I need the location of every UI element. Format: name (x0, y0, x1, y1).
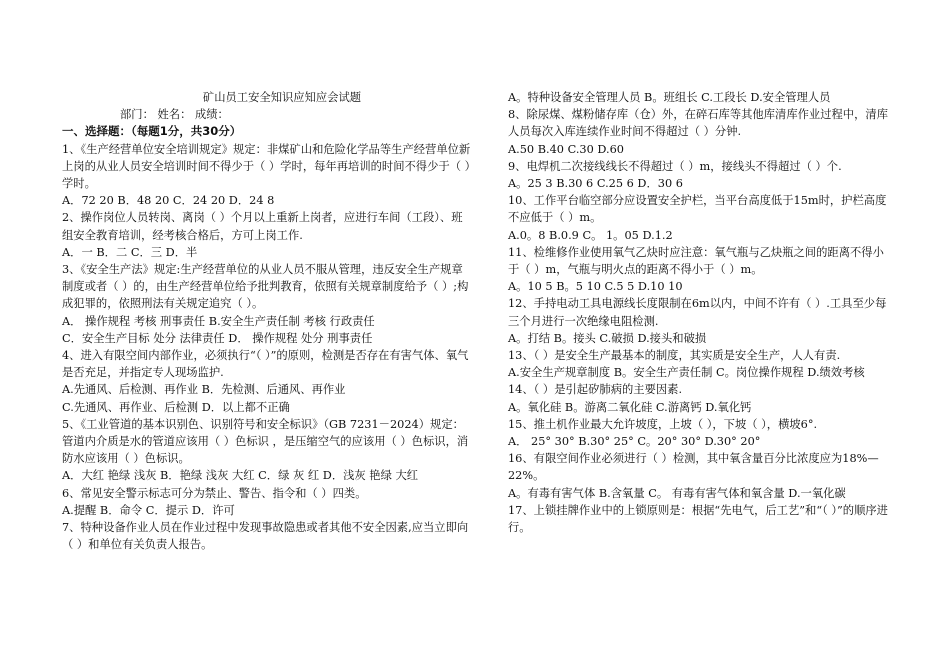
question-2-options: A．一 B．二 C．三 D．半 (62, 245, 198, 259)
question-1-options: A．72 20 B．48 20 C．24 20 D．24 8 (62, 194, 275, 208)
question-14-options: A。氧化硅 B。游离二氧化硅 C.游离钙 D.氧化钙 (508, 400, 752, 414)
page-title: 矿山员工安全知识应知应会试题 (202, 91, 362, 104)
question-7: 7、特种设备作业人员在作业过程中发现事故隐患或者其他不安全因素,应当立即向（ ）和单位有关负责人报告。 (62, 521, 469, 552)
question-11: 11、检维修作业使用氧气乙炔时应注意：氧气瓶与乙炔瓶之间的距离不得小于（ ）m，气瓶与明火点的距离不得小于（ ）m。 (508, 245, 884, 277)
question-11-options: A。10 5 B。5 10 C.5 5 D.10 10 (508, 280, 683, 294)
question-10-options: A.0。8 B.0.9 C。 1。05 D.1.2 (508, 228, 673, 242)
question-3-option-c-d: C．安全生产目标 处分 法律责任 D． 操作规程 处分 刑事责任 (62, 331, 373, 345)
question-17: 17、上锁挂牌作业中的上锁原则是：根据“先电气，后工艺”和“（ ）”的顺序进行。 (508, 503, 888, 535)
question-15-options: A． 25° 30° B.30° 25° C。20° 30° D.30° 20° (508, 435, 761, 449)
right-column (508, 89, 888, 536)
question-9-options: A。25 3 B.30 6 C.25 6 D．30 6 (508, 177, 683, 191)
question-3: 3、《安全生产法》规定:生产经营单位的从业人员不服从管理，违反安全生产规章制度或者（ ）的，由生产经营单位给予批判教育，依照有关规章制度给予（ ）;构成犯罪的，依照刑法有关规定追究（ ）。 (62, 263, 469, 311)
question-16: 16、有限空间作业必须进行（ ）检测，其中氧含量百分比浓度应为18%—22%。 (508, 452, 879, 483)
question-9: 9、电焊机二次接线线长不得超过（ ）m，接线头不得超过（ ）个. (508, 159, 842, 173)
question-8: 8、除尿煤、煤粉储存库（仓）外，在碎石库等其他库清库作业过程中，清库人员每次入库连续作业时间不得超过（ ）分钟. (508, 108, 888, 139)
question-1: 1、《生产经营单位安全培训规定》规定：非煤矿山和危险化学品等生产经营单位新上岗的从业人员安全培训时间不得少于（ ）学时，每年再培训的时间不得少于（ ）学时。 (62, 142, 471, 191)
question-12: 12、手持电动工具电源线长度限制在6m以内，中间不许有（ ）.工具至少每三个月进行一次绝缘电阻检测. (508, 297, 887, 328)
question-13-options: A.安全生产规章制度 B。安全生产责任制 C。岗位操作规程 D.绩效考核 (508, 366, 865, 380)
question-10: 10、工作平台临空部分应设置安全护栏，当平台高度低于15m时，护栏高度不应低于（ ）m。 (508, 194, 887, 225)
question-15: 15、推土机作业最大允许坡度，上坡（ ），下坡（ ），横坡6°. (508, 417, 818, 431)
question-3-option-a-b: A． 操作规程 考核 刑事责任 B.安全生产责任制 考核 行政责任 (62, 314, 375, 328)
question-7-options: A。特种设备安全管理人员 B。班组长 C.工段长 D.安全管理人员 (508, 91, 831, 104)
question-16-options: A。有毒有害气体 B.含氧量 C。 有毒有害气体和氧含量 D.一氧化碳 (508, 486, 846, 500)
question-6-options: A.提醒 B．命令 C．提示 D．许可 (62, 503, 235, 517)
question-6: 6、常见安全警示标志可分为禁止、警告、指令和（ ）四类。 (62, 486, 367, 500)
question-13: 13、（ ）是安全生产最基本的制度，其实质是安全生产，人人有责. (508, 349, 841, 363)
question-5-options: A．大红 艳绿 浅灰 B．艳绿 浅灰 大红 C．绿 灰 红 D．浅灰 艳绿 大红 (62, 469, 419, 483)
section-heading: 一、选择题：（每题1分，共30分） (62, 124, 242, 139)
question-2: 2、操作岗位人员转岗、离岗（ ）个月以上重新上岗者，应进行车间（工段）、班组安全教育培训，经考核合格后，方可上岗工作. (62, 211, 463, 242)
question-14: 14、（ ）是引起矽肺病的主要因素. (508, 383, 683, 397)
question-4-option-c-d: C.先通风、再作业、后检测 D．以上都不正确 (62, 400, 290, 414)
exam-info-line: 部门： 姓名： 成绩： (120, 108, 229, 122)
question-12-options: A。打结 B。接头 C.破损 D.接头和破损 (508, 331, 707, 345)
question-8-options: A.50 B.40 C.30 D.60 (508, 142, 624, 156)
question-5: 5、《工业管道的基本识别色、识别符号和安全标识》（GB 7231－2024）规定：管道内介质是水的管道应该用（ ）色标识 ，是压缩空气的应该用（ ）色标识，消防水应该用（ ）色标识。 (62, 417, 469, 466)
question-4-option-a-b: A.先通风、后检测、再作业 B．先检测、后通风、再作业 (62, 383, 346, 397)
left-column (62, 89, 472, 553)
question-4: 4、进入有限空间内部作业，必须执行“（ ）”的原则，检测是否存在有害气体、氧气是否充足，并指定专人现场监护. (62, 349, 469, 380)
